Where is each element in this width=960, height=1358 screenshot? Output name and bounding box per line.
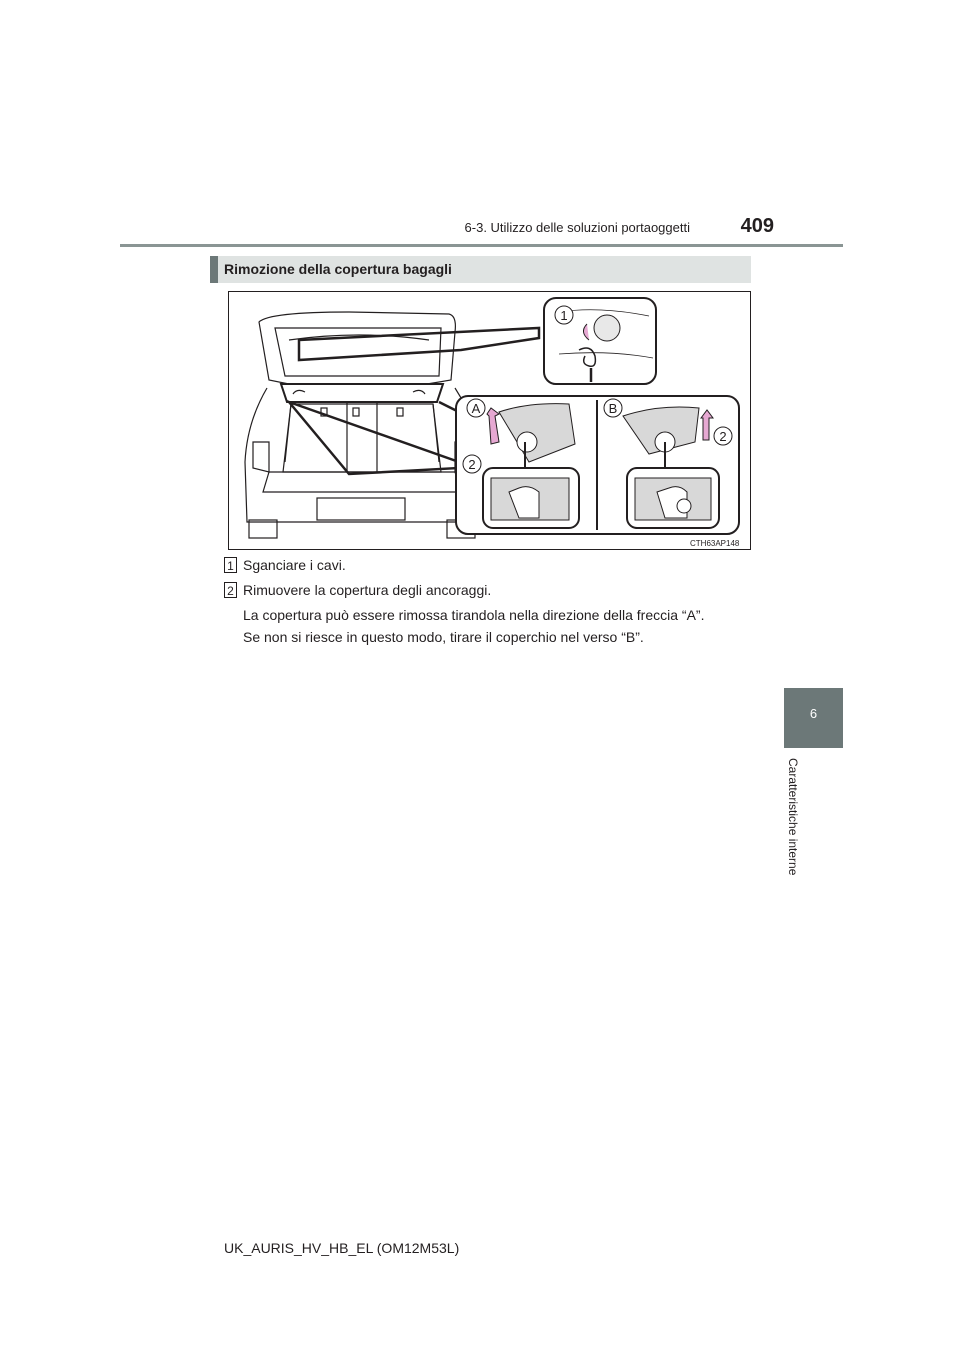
callout-a: A bbox=[471, 401, 481, 416]
chapter-tab: 6 bbox=[784, 688, 843, 748]
note-paragraph-2: Se non si riesce in questo modo, tirare il coperchio nel verso “B”. bbox=[243, 629, 644, 645]
figure-illustration bbox=[229, 292, 752, 551]
section-title: Rimozione della copertura bagagli bbox=[224, 261, 452, 277]
page-number: 409 bbox=[740, 215, 774, 237]
callout-b: B bbox=[608, 401, 618, 416]
header-divider bbox=[120, 244, 843, 247]
chapter-title: Caratteristiche interne bbox=[786, 758, 800, 876]
detail-box-anchors bbox=[456, 396, 739, 534]
detail-box-cable bbox=[544, 298, 656, 384]
car-rear-illustration bbox=[245, 312, 481, 538]
figure-luggage-cover bbox=[228, 291, 751, 550]
callout-2-right: 2 bbox=[719, 429, 727, 444]
chapter-label bbox=[778, 758, 808, 888]
step-text-2: Rimuovere la copertura degli ancoraggi. bbox=[243, 582, 492, 598]
callout-1-top: 1 bbox=[560, 308, 568, 323]
callout-2-left: 2 bbox=[468, 457, 476, 472]
note-paragraph-1: La copertura può essere rimossa tirandola nella direzione della freccia “A”. bbox=[243, 607, 705, 623]
header-section-title: 6-3. Utilizzo delle soluzioni portaoggetti bbox=[464, 220, 690, 235]
footer-document-code: UK_AURIS_HV_HB_EL (OM12M53L) bbox=[224, 1240, 460, 1256]
step-number-2: 2 bbox=[224, 582, 237, 598]
figure-code: CTH63AP148 bbox=[690, 539, 740, 548]
step-number-1: 1 bbox=[224, 557, 237, 573]
step-text-1: Sganciare i cavi. bbox=[243, 557, 346, 573]
